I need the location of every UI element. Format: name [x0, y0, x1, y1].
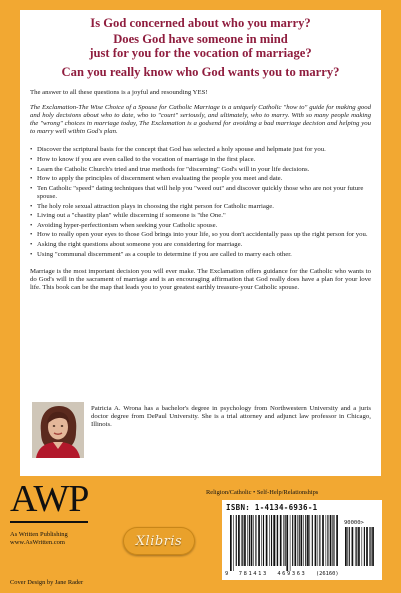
- ean-digits: [225, 571, 381, 577]
- ean-addon-digits: (26160): [315, 571, 339, 577]
- ean-first-digit: 9: [225, 571, 229, 577]
- author-section: [30, 402, 371, 462]
- list-item: • The holy role sexual attraction plays in choosing the right person for Catholic marriage.: [30, 202, 274, 210]
- list-item: • How to know if you are even called to the vocation of marriage in the first place.: [30, 156, 256, 164]
- publisher-block: [10, 479, 130, 547]
- headline-1: Is God concerned about who you marry?: [90, 16, 311, 30]
- list-item: • How to really open your eyes to those God brings into your life, so you don't accidentally pass up the right person for you.: [30, 231, 368, 239]
- feature-list: [30, 146, 371, 258]
- list-item: • Using "communal discernment" as a couple to determine if you are called to marry each other.: [30, 250, 292, 258]
- closing-paragraph: Marriage is the most important decision you will ever make. The Exclamation offers guidance for the Catholic who wants to do God's will in the sacrament of marriage and is an encouraging affirmation that God really does have a plan for your love life. This book can be the map that leads you to your greatest earthly treasure-your Catholic spouse.: [30, 267, 371, 291]
- xlibris-logo: [123, 527, 195, 555]
- headline-2: Does God have someone in mind: [113, 31, 288, 46]
- ean-right-digits: 469363: [277, 571, 307, 577]
- intro-text: The answer to all these questions is a joyful and resounding YES!: [30, 89, 208, 96]
- price-code: 90000>: [344, 520, 364, 526]
- isbn-text: ISBN: 1-4134-6936-1: [226, 503, 318, 512]
- author-photo: [32, 402, 84, 458]
- bullet-icon: •: [30, 146, 33, 154]
- bullet-icon: •: [30, 250, 33, 258]
- barcode-box: [222, 500, 382, 580]
- barcode-icon: [229, 515, 339, 571]
- list-item: • How to apply the principles of discernment when evaluating the people you meet and date.: [30, 175, 283, 183]
- bullet-icon: •: [30, 202, 33, 210]
- author-bio: Patricia A. Wrona has a bachelor's degree in psychology from Northwestern University and a juris doctor degree from DePaul University. She is a trial attorney and adjunct law professor in Chicago, Illinois.: [91, 405, 371, 429]
- cover-design-credit: Cover Design by Jane Rader: [10, 579, 84, 586]
- ean-left-digits: 781413: [238, 571, 268, 577]
- publisher-website[interactable]: www.AsWritten.com: [10, 539, 65, 546]
- category-label: Religion/Catholic • Self-Help/Relationships: [206, 489, 319, 496]
- author-portrait-icon: [32, 402, 84, 458]
- bullet-icon: •: [30, 240, 33, 248]
- book-description: The Exclamation-The Wise Choice of a Spouse for Catholic Marriage is a uniquely Catholic "how to" guide for making good and holy decisions about who to date, who to "court" seriously, and ultimately, who to marry. With so many people making the "wrong" choices in marriage today, The Exclamation is a godsend for avoiding a bad marriage decision and helping you to marry well within God's plan.: [30, 104, 371, 136]
- headline-4: Can you really know who God wants you to marry?: [61, 64, 340, 79]
- bullet-icon: •: [30, 212, 33, 220]
- list-item: • Learn the Catholic Church's tried and true methods for "discerning" God's will in your life decisions.: [30, 165, 310, 173]
- logo-underline: [10, 521, 88, 523]
- xlibris-logo-text: Xlibris: [135, 533, 183, 549]
- publisher-name: As Written Publishing: [10, 531, 68, 538]
- text-panel: [20, 10, 381, 476]
- list-item: • Discover the scriptural basis for the concept that God has selected a holy spouse and helpmate just for you.: [30, 146, 326, 154]
- list-item: • Asking the right questions about someone you are considering for marriage.: [30, 240, 243, 248]
- bullet-icon: •: [30, 221, 33, 229]
- bullet-icon: •: [30, 165, 33, 173]
- list-item: • Living out a "chastity plan" while discerning if someone is "the One.": [30, 212, 226, 220]
- bullet-icon: •: [30, 175, 33, 183]
- bullet-icon: •: [30, 156, 33, 164]
- bullet-icon: •: [30, 184, 33, 192]
- list-item: • Ten Catholic "speed" dating techniques that will help you "weed out" and discover quickly those who are not your future spouse.: [30, 184, 364, 200]
- barcode-addon-icon: [344, 527, 376, 571]
- awp-logo: AWP: [10, 478, 89, 520]
- headline-3: just for you for the vocation of marriage?: [89, 46, 312, 60]
- list-item: • Avoiding hyper-perfectionism when seeking your Catholic spouse.: [30, 221, 218, 229]
- bullet-icon: •: [30, 231, 33, 239]
